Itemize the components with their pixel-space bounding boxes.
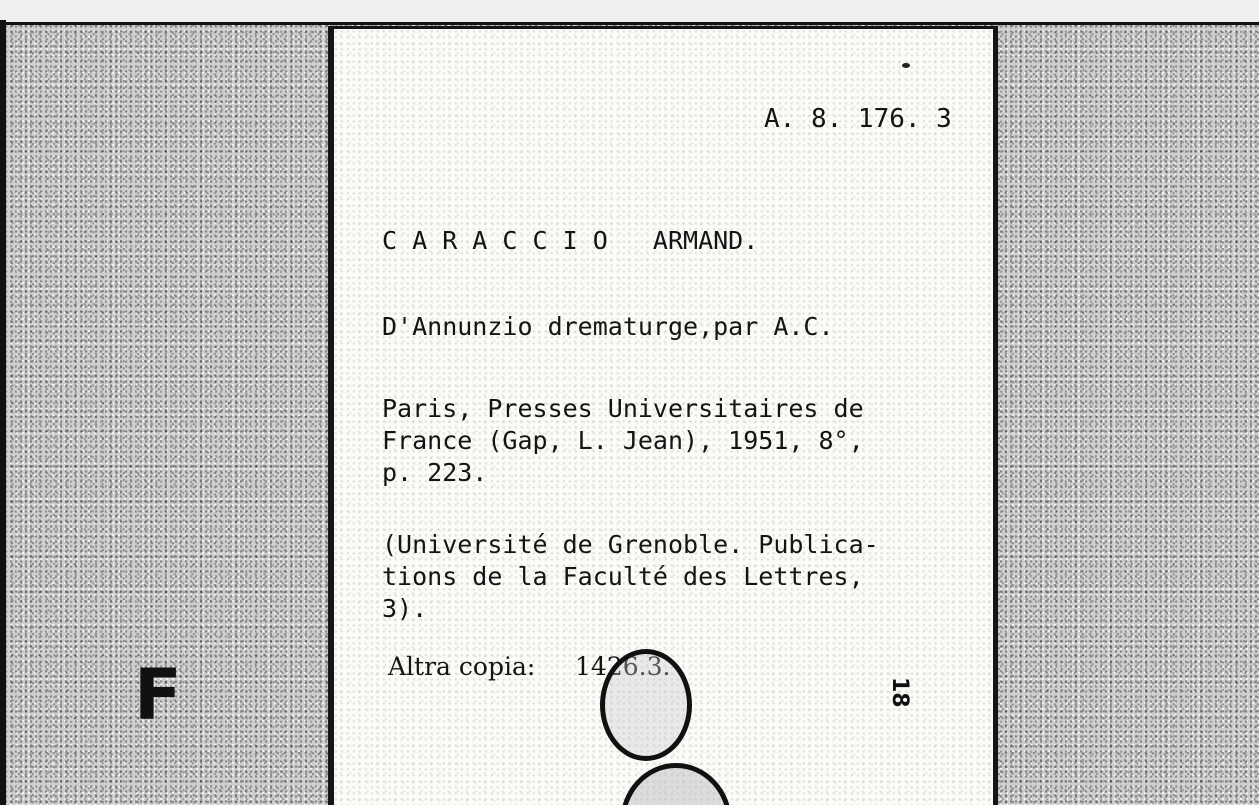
card-side-number: 18 [887,677,912,708]
ink-speck [902,63,910,68]
author-heading: C A R A C C I O ARMAND. [382,226,759,255]
shelfmark: A. 8. 176. 3 [764,104,952,134]
top-edge-strip [0,0,1259,25]
catalog-card [328,26,998,805]
other-copy-note: Altra copia: 1426.3. [388,652,671,681]
series-statement: (Université de Grenoble. Publica- tions de la Faculté des Lettres, 3). [382,530,879,623]
margin-mark: F [134,654,182,736]
imprint-statement: Paris, Presses Universitaires de France (Gap, L. Jean), 1951, 8°, p. 223. [382,394,864,487]
punch-hole [600,649,692,761]
left-edge-shadow [0,20,6,805]
title-statement: D'Annunzio drematurge,par A.C. [382,312,834,341]
punch-hole-lower [620,763,732,805]
